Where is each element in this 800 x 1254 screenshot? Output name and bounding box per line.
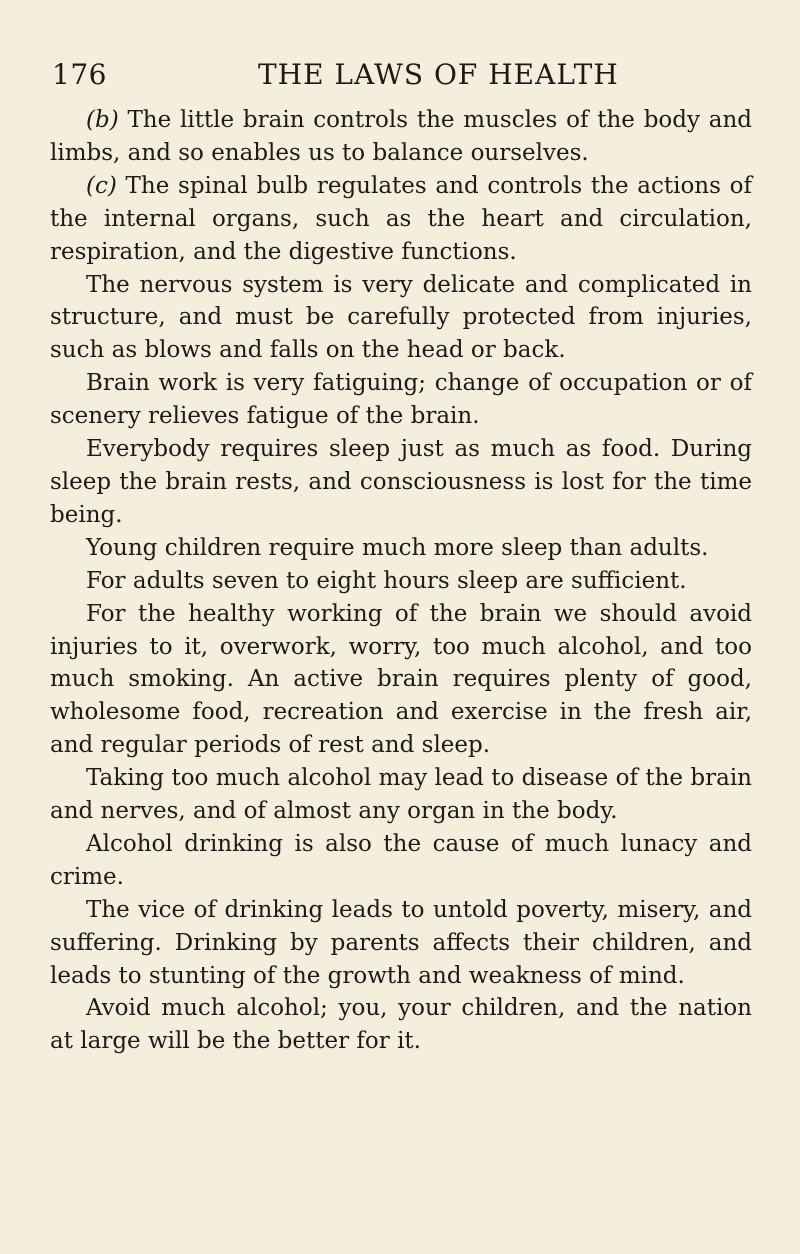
paragraph-marker: (b) (86, 107, 119, 133)
paragraph-text: The spinal bulb regulates and controls the actions of the internal organs, such as the heart and circulation, respiration, and the digestive functions. (50, 172, 752, 265)
paragraph-text: The little brain controls the muscles of the body and limbs, and so enables us to balance ourselves. (50, 107, 752, 166)
paragraph-nervous-system (50, 269, 752, 368)
body-text (50, 104, 752, 1058)
paragraph-marker: (c) (86, 172, 117, 199)
paragraph-text: The nervous system is very delicate and complicated in structure, and must be carefully protected from injuries, such as blows and falls on the head or back. (50, 271, 752, 364)
paragraph-text: Brain work is very fatiguing; change of occupation or of scenery relieves fatigue of the brain. (50, 370, 752, 430)
paragraph-text: The vice of drinking leads to untold poverty, misery, and suffering. Drinking by parents affects their children, and leads to stunting of the growth and weakness of mind. (50, 896, 752, 989)
paragraph-drinking-vice (50, 894, 752, 993)
paragraph-text: Alcohol drinking is also the cause of much lunacy and crime. (50, 830, 752, 890)
paragraph-brain-work (50, 367, 752, 433)
paragraph-text: Young children require much more sleep than adults. (86, 534, 709, 561)
paragraph-children-sleep (50, 532, 752, 565)
paragraph-text: Everybody requires sleep just as much as food. During sleep the brain rests, and consciousness is lost for the time being. (50, 436, 752, 528)
paragraph-little-brain (50, 104, 752, 170)
paragraph-text: Taking too much alcohol may lead to disease of the brain and nerves, and of almost any organ in the body. (50, 765, 752, 825)
paragraph-healthy-brain (50, 598, 752, 763)
paragraph-alcohol-crime (50, 828, 752, 894)
paragraph-text: For adults seven to eight hours sleep are sufficient. (86, 567, 687, 594)
running-head: THE LAWS OF HEALTH (258, 58, 619, 91)
paragraph-text: Avoid much alcohol; you, your children, and the nation at large will be the better for it. (50, 995, 752, 1055)
page-number: 176 (52, 58, 107, 91)
paragraph-alcohol-disease (50, 762, 752, 828)
page-header (52, 58, 742, 98)
paragraph-spinal-bulb (50, 170, 752, 269)
paragraph-sleep (50, 433, 752, 532)
paragraph-avoid-alcohol (50, 992, 752, 1058)
paragraph-adult-sleep (50, 565, 752, 598)
paragraph-text: For the healthy working of the brain we should avoid injuries to it, overwork, worry, too much alcohol, and too much smoking. An active brain requires plenty of good, wholesome food, recreation and exercise in the fresh air, and regular periods of rest and sleep. (50, 600, 752, 759)
